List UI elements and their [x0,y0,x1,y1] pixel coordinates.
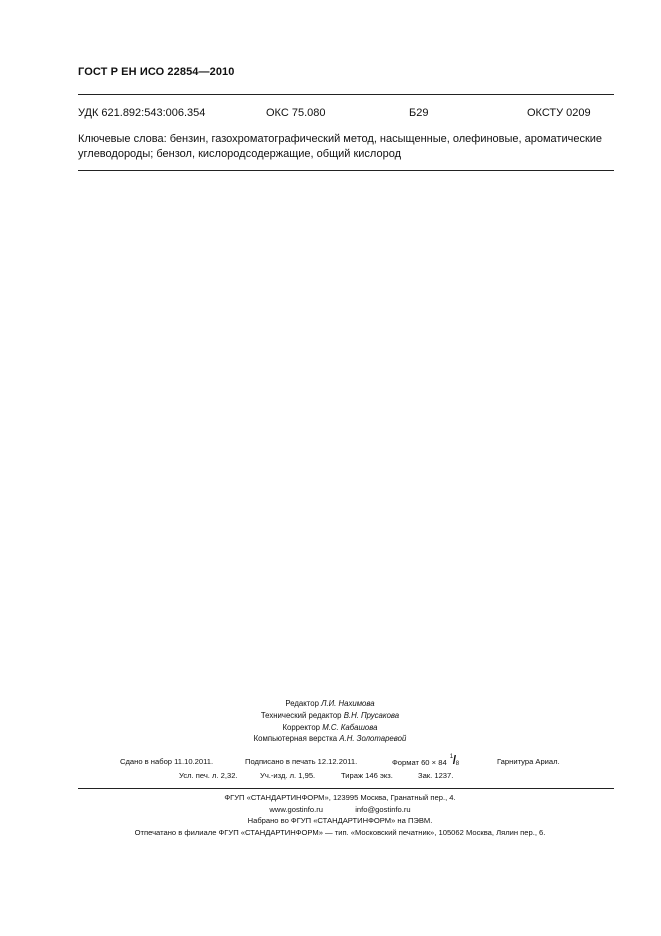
signed-date: Подписано в печать 12.12.2011. [245,757,358,766]
print-sheets: Усл. печ. л. 2,32. [179,771,238,780]
corrector-label: Корректор [282,723,321,732]
document-number: ГОСТ Р ЕН ИСО 22854—2010 [78,66,235,78]
header-rule [78,94,614,95]
typeface: Гарнитура Ариал. [497,757,560,766]
credit-editor [180,699,480,708]
credit-corrector [180,723,480,732]
format-label: Формат 60 [392,758,430,767]
website-link[interactable]: www.gostinfo.ru [269,805,323,814]
keywords-rule [78,170,614,171]
fraction-slash: / [452,753,457,767]
paper-format [392,753,463,767]
tech-editor-label: Технический редактор [260,711,342,720]
tech-editor-name: В.Н. Прусакова [343,711,400,720]
footer-rule [78,788,614,789]
udk-code: УДК 621.892:543:006.354 [78,107,206,119]
editor-name: Л.И. Нахимова [321,699,375,708]
typeset-note: Набрано во ФГУП «СТАНДАРТИНФОРМ» на ПЭВМ. [247,816,433,825]
okstu-code: ОКСТУ 0209 [527,107,591,119]
keywords: Ключевые слова: бензин, газохроматографический метод, насыщенные, олефиновые, ароматические углеводороды; бензол, кислородсодержащие, общий кислород [78,133,603,160]
credit-tech-editor [180,711,480,720]
oks-code: ОКС 75.080 [266,107,326,119]
layout-name: А.Н. Золотаревой [339,734,407,743]
submitted-date: Сдано в набор 11.10.2011. [120,757,214,766]
edit-sheets: Уч.-изд. л. 1,95. [260,771,316,780]
format-fraction [449,753,463,767]
layout-label: Компьютерная верстка [253,734,338,743]
editor-label: Редактор [285,699,319,708]
publisher-address: ФГУП «СТАНДАРТИНФОРМ», 123995 Москва, Гранатный пер., 4. [224,793,456,802]
contact-line [60,805,620,814]
credit-layout [180,734,480,743]
format-84: 84 [438,758,447,767]
print-run: Тираж 146 экз. [341,771,393,780]
group-code: Б29 [409,107,429,119]
format-denominator: 8 [455,761,460,767]
format-numerator: 1 [449,754,454,760]
corrector-name: М.С. Кабашова [322,723,378,732]
printed-note: Отпечатано в филиале ФГУП «СТАНДАРТИНФОРМ» — тип. «Московский печатник», 105062 Москва, Лялин пер., 6. [134,828,546,837]
email-link[interactable]: info@gostinfo.ru [355,805,411,814]
format-times: × [431,758,437,767]
order-number: Зак. 1237. [418,771,454,780]
